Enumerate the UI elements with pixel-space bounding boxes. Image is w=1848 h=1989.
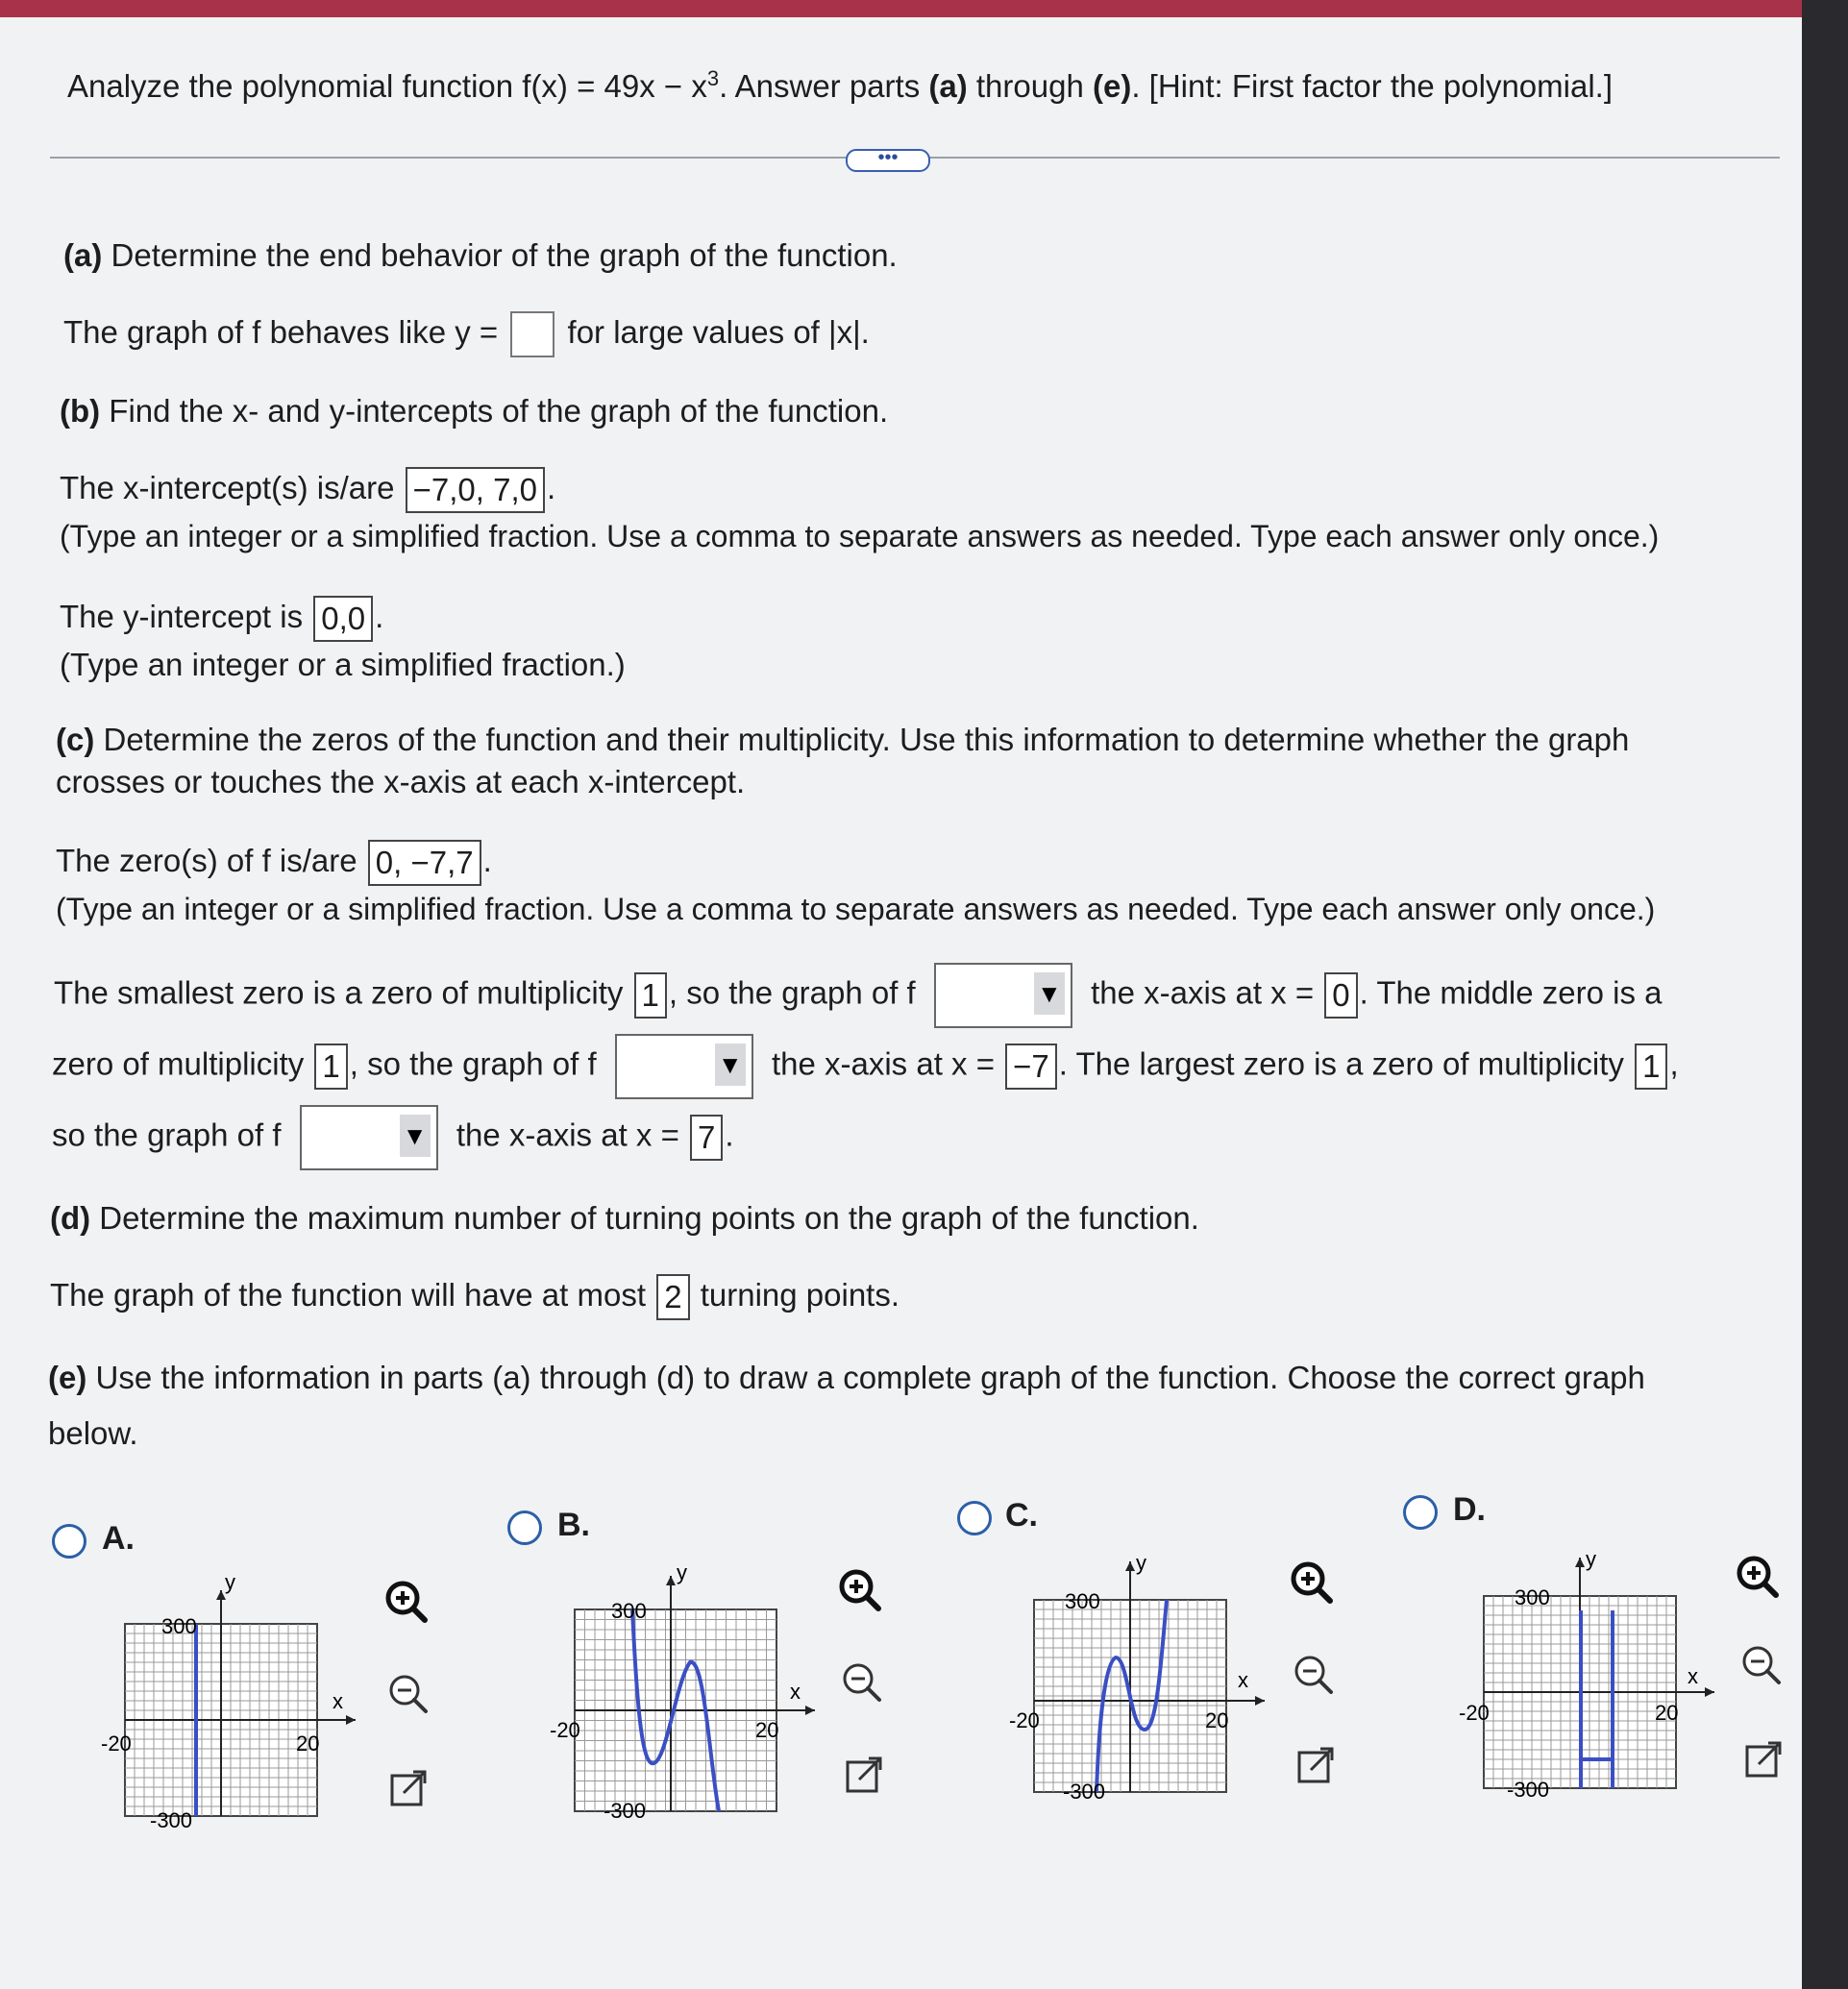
zoom-out-icon[interactable] <box>1736 1639 1784 1687</box>
chevron-down-icon: ▼ <box>1034 972 1065 1015</box>
option-d-radio[interactable] <box>1403 1495 1438 1530</box>
more-button[interactable]: ••• <box>846 149 930 172</box>
turning-points-input[interactable]: 2 <box>656 1274 689 1320</box>
x-axis-label: x <box>790 1680 801 1704</box>
multiplicity-row-2: zero of multiplicity 1 , so the graph of f ▼ the x-axis at x = −7 . The largest zero is a zero of multiplicity 1 , <box>52 1034 1679 1099</box>
x-min-label: -20 <box>1459 1701 1490 1725</box>
top-bar <box>0 0 1848 17</box>
y-max-label: 300 <box>1515 1585 1550 1609</box>
zoom-in-icon[interactable] <box>381 1576 429 1624</box>
y-axis-label: y <box>1586 1553 1596 1571</box>
x-min-label: -20 <box>1009 1708 1040 1732</box>
graph-option-a[interactable] <box>96 1576 365 1835</box>
multiplicity-row-1: The smallest zero is a zero of multiplicity 1 , so the graph of f ▼ the x-axis at x = 0 . The middle zero is a <box>54 963 1663 1028</box>
option-a-radio[interactable] <box>52 1524 86 1559</box>
part-e-question-2: below. <box>48 1415 138 1451</box>
graph-option-d[interactable] <box>1445 1553 1724 1812</box>
crosses-touches-select-1[interactable] <box>934 963 1072 1028</box>
graph-option-c[interactable] <box>996 1557 1274 1816</box>
zero-x1-input[interactable]: 0 <box>1324 972 1357 1019</box>
option-c-label: C. <box>1005 1497 1038 1534</box>
y-min-label: -300 <box>150 1808 193 1832</box>
y-axis-label: y <box>677 1566 687 1584</box>
multiplicity-3-input[interactable]: 1 <box>1635 1044 1667 1090</box>
x-intercept-hint: (Type an integer or a simplified fraction. Use a comma to separate answers as needed. Type each answer only once.) <box>60 519 1660 553</box>
graph-option-b[interactable] <box>546 1566 825 1826</box>
part-e-question-1: (e) Use the information in parts (a) through (d) to draw a complete graph of the function. Choose the correct graph <box>48 1360 1645 1395</box>
multiplicity-1-input[interactable]: 1 <box>634 972 667 1019</box>
y-intercept-row: The y-intercept is 0,0 . <box>60 596 383 642</box>
y-intercept-hint: (Type an integer or a simplified fraction.) <box>60 647 626 682</box>
part-b-question: (b) Find the x- and y-intercepts of the graph of the function. <box>60 393 889 429</box>
multiplicity-2-input[interactable]: 1 <box>314 1044 347 1090</box>
zoom-in-icon[interactable] <box>834 1564 882 1612</box>
part-a-answer-row: The graph of f behaves like y = for large values of |x|. <box>63 311 870 357</box>
chevron-down-icon: ▼ <box>715 1044 746 1086</box>
chevron-down-icon: ▼ <box>400 1115 431 1157</box>
y-min-label: -300 <box>1063 1780 1106 1804</box>
x-intercept-row: The x-intercept(s) is/are −7,0, 7,0 . <box>60 467 555 513</box>
part-a-question: (a) Determine the end behavior of the graph of the function. <box>63 237 898 273</box>
zero-x3-input[interactable]: 7 <box>690 1115 723 1161</box>
x-min-label: -20 <box>550 1718 580 1742</box>
part-d-question: (d) Determine the maximum number of turning points on the graph of the function. <box>50 1200 1199 1236</box>
open-external-icon[interactable] <box>1739 1735 1787 1783</box>
option-b-radio[interactable] <box>507 1510 542 1545</box>
y-axis-label: y <box>1136 1557 1146 1575</box>
y-min-label: -300 <box>604 1799 647 1823</box>
zoom-in-icon[interactable] <box>1732 1551 1780 1599</box>
x-max-label: 20 <box>296 1731 320 1756</box>
option-c-radio[interactable] <box>957 1501 992 1535</box>
zoom-in-icon[interactable] <box>1286 1557 1334 1605</box>
y-axis-label: y <box>225 1576 235 1594</box>
y-intercept-input[interactable]: 0,0 <box>313 596 373 642</box>
part-c-question-1: (c) Determine the zeros of the function and their multiplicity. Use this information to determine whether the graph <box>56 722 1630 757</box>
zero-x2-input[interactable]: −7 <box>1005 1044 1057 1090</box>
x-axis-label: x <box>1238 1668 1248 1692</box>
zoom-out-icon[interactable] <box>836 1657 884 1705</box>
y-min-label: -300 <box>1507 1778 1550 1802</box>
screen-edge <box>1802 0 1848 1989</box>
zeros-input[interactable]: 0, −7,7 <box>368 840 481 886</box>
zoom-out-icon[interactable] <box>1288 1649 1336 1697</box>
x-max-label: 20 <box>1655 1701 1679 1725</box>
x-max-label: 20 <box>755 1718 779 1742</box>
end-behavior-input[interactable] <box>510 311 554 357</box>
x-axis-label: x <box>1688 1664 1698 1688</box>
question-prompt: Analyze the polynomial function $f(x) = 49x - x^3$. Answer parts (a) through (e). [Hint: First factor the polynomial.] <box>67 66 1613 104</box>
x-min-label: -20 <box>101 1731 132 1756</box>
crosses-touches-select-3[interactable] <box>300 1105 438 1170</box>
option-a-label: A. <box>102 1520 135 1557</box>
x-max-label: 20 <box>1205 1708 1229 1732</box>
zoom-out-icon[interactable] <box>382 1668 431 1716</box>
turning-points-row: The graph of the function will have at most 2 turning points. <box>50 1274 899 1320</box>
option-d-label: D. <box>1453 1491 1486 1528</box>
x-axis-label: x <box>333 1689 343 1713</box>
open-external-icon[interactable] <box>840 1751 888 1799</box>
x-intercept-input[interactable]: −7,0, 7,0 <box>406 467 545 513</box>
zeros-hint: (Type an integer or a simplified fraction. Use a comma to separate answers as needed. Type each answer only once.) <box>56 892 1656 926</box>
open-external-icon[interactable] <box>1292 1741 1340 1789</box>
y-max-label: 300 <box>161 1614 197 1638</box>
crosses-touches-select-2[interactable] <box>615 1034 753 1099</box>
part-c-question-2: crosses or touches the x-axis at each x-intercept. <box>56 764 746 799</box>
option-b-label: B. <box>557 1507 590 1543</box>
multiplicity-row-3: so the graph of f ▼ the x-axis at x = 7 . <box>52 1105 734 1170</box>
y-max-label: 300 <box>611 1599 647 1623</box>
open-external-icon[interactable] <box>384 1764 432 1812</box>
y-max-label: 300 <box>1065 1589 1100 1613</box>
zeros-row: The zero(s) of f is/are 0, −7,7 . <box>56 840 492 886</box>
